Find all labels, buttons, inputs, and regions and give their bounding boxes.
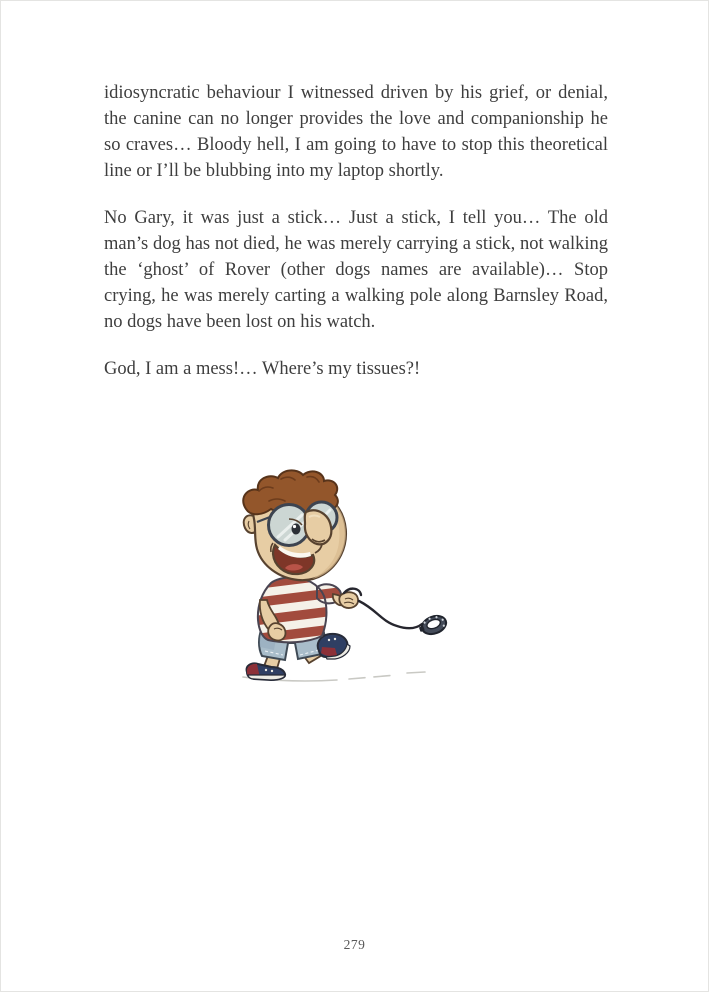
page-text	[104, 80, 608, 403]
paragraph: No Gary, it was just a stick… Just a stick, I tell you… The old man’s dog has not died, he was merely carrying a stick, not walking the ‘ghost’ of Rover (other dogs names are available)… Stop crying, he was merely carting a walking pole along Barnsley Road, no dogs have been lost on his watch.	[104, 208, 608, 332]
page-number: 279	[343, 937, 366, 952]
cartoon-boy-drawing	[229, 467, 461, 693]
paragraph: idiosyncratic behaviour I witnessed driven by his grief, or denial, the canine can no longer provides the love and companionship he so craves… Bloody hell, I am going to have to stop this theoretical line or I’ll be blubbing into my laptop shortly.	[104, 83, 608, 181]
empty-dog-collar	[417, 613, 449, 638]
boy-walking-invisible-dog-illustration	[229, 467, 461, 693]
paragraph: God, I am a mess!… Where’s my tissues?!	[104, 359, 421, 379]
